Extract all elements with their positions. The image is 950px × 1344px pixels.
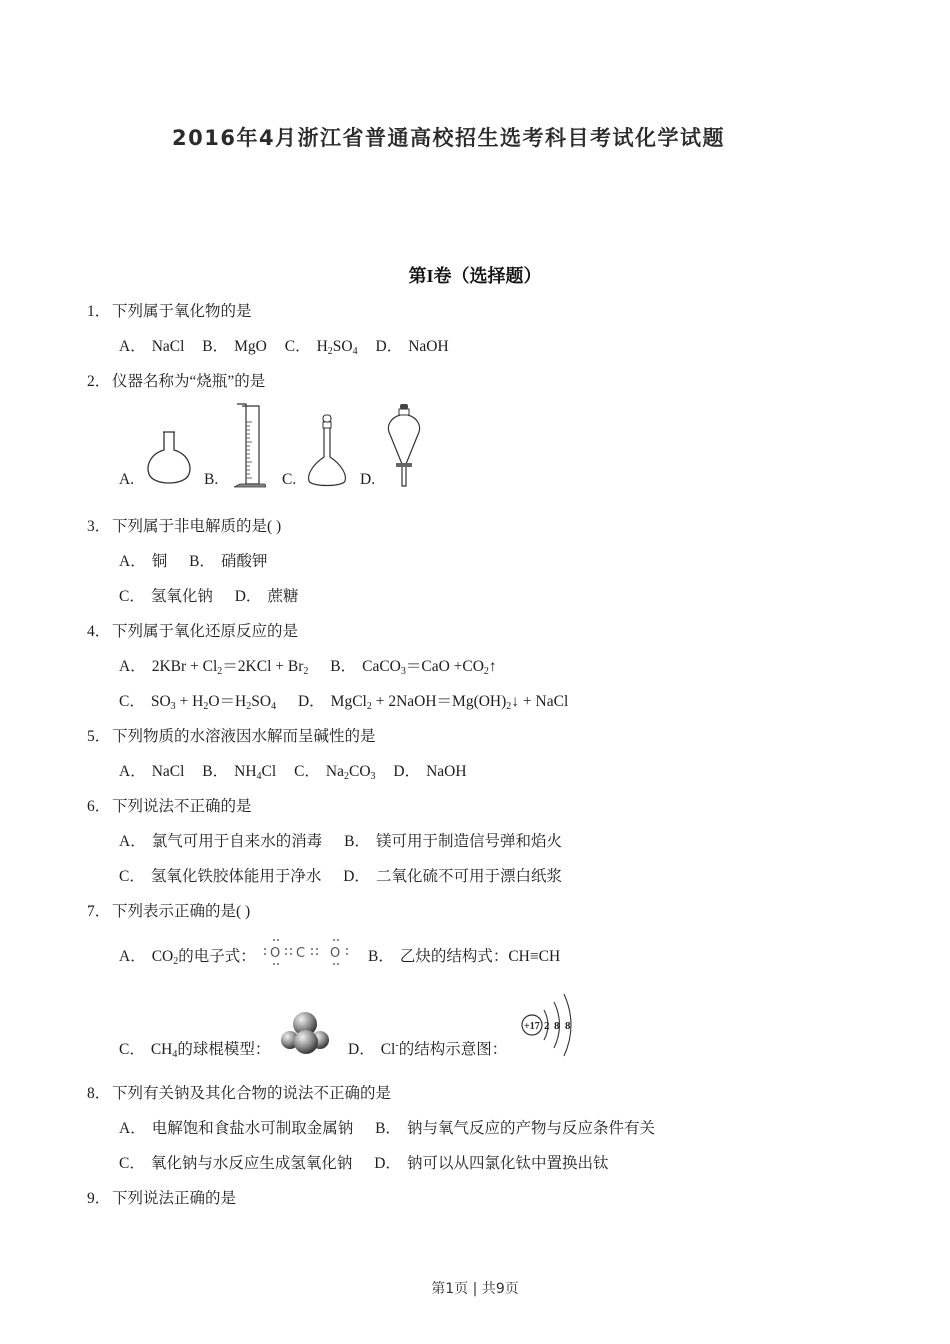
question-stem: 下列有关钠及其化合物的说法不正确的是 (112, 1085, 392, 1102)
question-7-option-c (119, 1040, 270, 1060)
option-text: 硝酸钾 (220, 553, 268, 570)
option-a (119, 338, 184, 355)
option-text: MgO (234, 338, 267, 355)
option-text: 乙炔的结构式：CH≡CH (399, 948, 561, 965)
option-c (119, 588, 213, 605)
subscript: 4 (172, 1049, 178, 1060)
section-title: 第I卷（选择题） (408, 266, 542, 286)
svg-text:O: O (330, 946, 341, 961)
option-a: A． $2KBr + Cl_2=2KCl + Br_2$ (119, 658, 309, 677)
option-label: C． (284, 338, 311, 355)
question-number: 4． (87, 623, 111, 640)
current-page: 1 (445, 1281, 455, 1297)
option-label: C． (294, 763, 320, 780)
option-a (119, 833, 322, 850)
option-text: 钠与氧气反应的产物与反应条件有关 (406, 1120, 655, 1137)
formula: CH (150, 1041, 173, 1058)
option-text: NaCl (151, 338, 185, 355)
option-text: 氯气可用于自来水的消毒 (151, 833, 323, 850)
option-label: B． (202, 763, 229, 780)
option-text: NaCl (151, 763, 185, 780)
option-text: 二氧化硫不可用于漂白纸浆 (375, 868, 562, 885)
question-8-options-ab (119, 1119, 655, 1139)
cl-ion-structure-icon (518, 992, 580, 1058)
option-d-label: D. (360, 471, 376, 488)
option-label: B． (375, 1120, 401, 1137)
question-stem: 下列属于非电解质的是( ) (112, 518, 282, 535)
option-d (235, 588, 299, 605)
svg-text:8: 8 (565, 1020, 571, 1032)
option-label: A． (119, 1120, 146, 1137)
question-number: 2． (87, 373, 111, 390)
document-title: 2016年4月浙江省普通高校招生选考科目考试化学试题 (172, 126, 726, 150)
question-stem: 下列说法不正确的是 (112, 798, 252, 815)
option-label: D． (375, 338, 403, 355)
question-number: 6． (87, 798, 111, 815)
option-label: A． (119, 763, 146, 780)
option-text: 的球棍模型： (177, 1041, 271, 1058)
question-8 (87, 1084, 391, 1104)
total-pages: 9 (495, 1281, 505, 1297)
option-text: NaOH (408, 338, 449, 355)
question-9 (87, 1189, 236, 1209)
option-text: 氢氧化铁胶体能用于净水 (150, 868, 322, 885)
graduated-cylinder-icon (232, 402, 266, 488)
question-3-options-cd (119, 587, 298, 607)
question-stem: 下列说法正确的是 (112, 1190, 237, 1207)
option-text: NaOH (426, 763, 467, 780)
option-label: C． (119, 588, 145, 605)
option-label: A． (119, 833, 146, 850)
question-3-options-ab (119, 552, 267, 572)
question-4 (87, 622, 298, 642)
option-label: D． (297, 693, 325, 710)
svg-text:8: 8 (554, 1020, 560, 1032)
option-label: D． (374, 1155, 401, 1172)
option-d (343, 868, 562, 885)
question-1 (87, 302, 252, 322)
option-a (119, 553, 167, 570)
question-stem: 下列属于氧化还原反应的是 (112, 623, 299, 640)
option-label: C． (119, 1155, 145, 1172)
question-stem: 下列物质的水溶液因水解而呈碱性的是 (112, 728, 376, 745)
option-label: B． (344, 833, 370, 850)
option-d (393, 763, 466, 780)
option-b (189, 553, 267, 570)
option-b (202, 338, 267, 355)
option-label: B． (202, 338, 229, 355)
option-text: 氧化钠与水反应生成氢氧化钠 (150, 1155, 353, 1172)
footer-mid: 页 | 共 (454, 1281, 496, 1297)
question-number: 9． (87, 1190, 111, 1207)
option-label: D． (348, 1041, 375, 1058)
option-a (119, 763, 184, 780)
option-text: 镁可用于制造信号弹和焰火 (375, 833, 562, 850)
question-6-options-ab (119, 832, 562, 852)
option-label: D． (343, 868, 370, 885)
formula: Cl (380, 1041, 396, 1058)
question-2 (87, 372, 265, 392)
option-c: C． $H_2SO_4$ (284, 338, 358, 357)
separatory-funnel-icon (386, 402, 422, 488)
question-number: 7． (87, 903, 111, 920)
option-b (375, 1120, 655, 1137)
option-text: 蔗糖 (267, 588, 299, 605)
question-4-options-ab (119, 657, 497, 677)
formula: CO (151, 948, 174, 965)
option-label: B． (330, 658, 357, 675)
ch4-ball-model-icon (280, 1010, 330, 1056)
option-c (119, 1155, 352, 1172)
svg-text:2: 2 (544, 1020, 550, 1032)
question-6-options-cd (119, 867, 562, 887)
question-number: 1． (87, 303, 111, 320)
option-a (119, 1120, 353, 1137)
svg-text:C: C (296, 946, 306, 961)
option-label: D． (234, 588, 262, 605)
question-stem: 下列属于氧化物的是 (112, 303, 252, 320)
option-b: B． CaCO$_3$＝CaO $+CO_2↑$ (330, 658, 497, 677)
round-bottom-flask-icon (146, 430, 192, 488)
option-text: 铜 (151, 553, 168, 570)
question-number: 8． (87, 1085, 111, 1102)
option-label: C． (119, 693, 145, 710)
option-text: 氢氧化钠 (150, 588, 213, 605)
question-number: 5． (87, 728, 111, 745)
option-a-label: A. (119, 471, 135, 488)
superscript: - (395, 1040, 399, 1051)
option-label: C． (119, 868, 145, 885)
question-7-option-d (348, 1040, 507, 1060)
question-stem: 下列表示正确的是( ) (112, 903, 251, 920)
question-7 (87, 902, 250, 922)
option-c (119, 868, 321, 885)
option-label: A． (119, 338, 146, 355)
page-footer (0, 1278, 950, 1298)
option-label: A． (119, 553, 146, 570)
question-stem: 仪器名称为“烧瓶”的是 (112, 373, 266, 390)
option-label: A． (119, 948, 146, 965)
option-label: B． (189, 553, 215, 570)
option-label: D． (393, 763, 421, 780)
question-5-options (119, 762, 467, 782)
option-label: C． (119, 1041, 145, 1058)
question-6 (87, 797, 252, 817)
footer-suffix: 页 (504, 1281, 519, 1297)
option-d (376, 338, 449, 355)
option-text: 钠可以从四氯化钛中置换出钛 (406, 1155, 609, 1172)
question-number: 3． (87, 518, 111, 535)
question-8-options-cd (119, 1154, 608, 1174)
co2-electron-dot-icon (262, 936, 354, 968)
option-label: A． (119, 658, 146, 675)
option-d: D． MgCl$_2$ + $2NaOH=Mg(OH)_2↓$ + NaCl (297, 693, 569, 712)
option-b (344, 833, 562, 850)
option-c-label: C. (282, 471, 297, 488)
question-3 (87, 517, 281, 537)
option-text: 的结构示意图： (398, 1041, 508, 1058)
option-text: 的电子式： (178, 948, 256, 965)
option-text: 电解饱和食盐水可制取金属钠 (151, 1120, 354, 1137)
question-4-options-cd (119, 692, 568, 712)
question-1-options (119, 337, 449, 357)
question-5 (87, 727, 376, 747)
option-b: B． $NH_4Cl$ (202, 763, 277, 782)
option-c: C． $SO_3 + H_2O=H_2SO_4$ (119, 693, 277, 712)
option-c: C． $Na_2CO_3$ (294, 763, 376, 782)
question-7-option-a (119, 947, 256, 967)
option-b-label: B. (204, 471, 219, 488)
option-d (374, 1155, 608, 1172)
svg-text:O: O (270, 946, 281, 961)
option-label: B． (368, 948, 394, 965)
subscript: 2 (173, 956, 179, 967)
svg-text:+17: +17 (524, 1021, 540, 1032)
volumetric-flask-icon (306, 413, 348, 489)
question-7-option-b (368, 947, 560, 967)
footer-prefix: 第 (431, 1281, 446, 1297)
